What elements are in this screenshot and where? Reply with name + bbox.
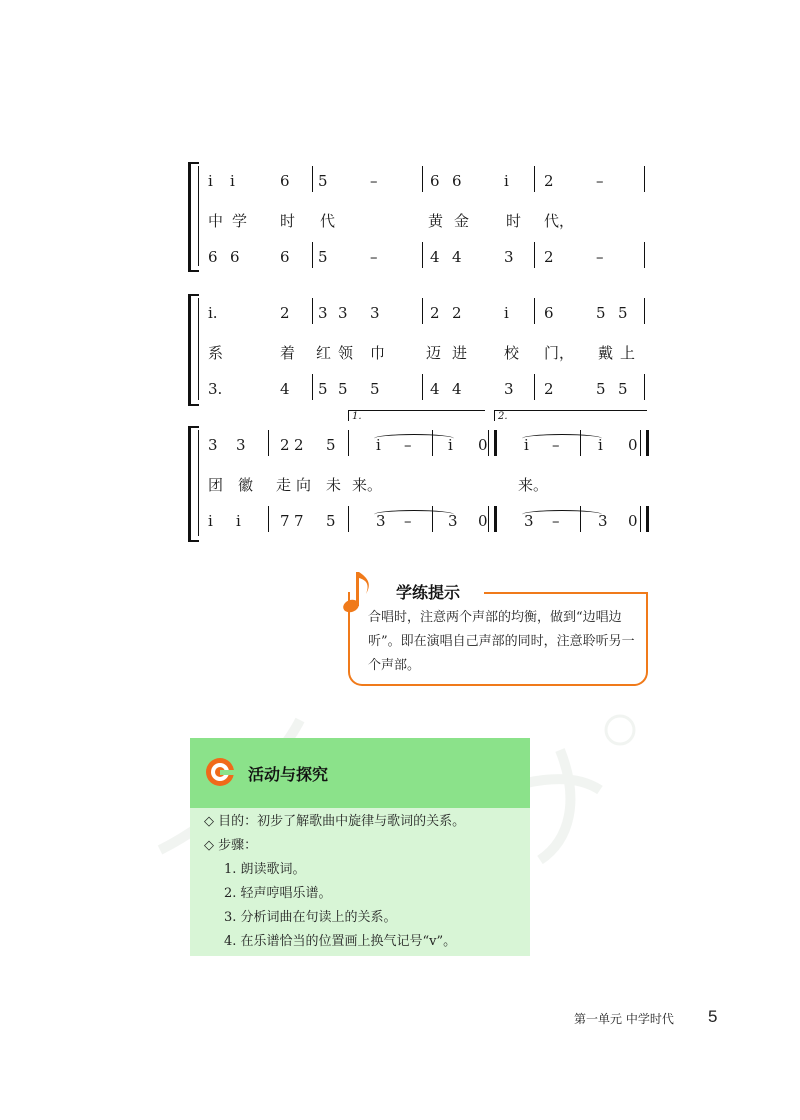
second-ending-bracket: [494, 410, 647, 421]
activity-header: [190, 738, 530, 808]
barline: [496, 430, 497, 456]
note: 0: [478, 512, 488, 530]
barline: [348, 506, 349, 532]
note: 3: [504, 380, 514, 398]
note: –: [404, 436, 412, 454]
lyric: 红: [316, 344, 332, 362]
note: 3: [370, 304, 380, 322]
note: 5: [370, 380, 380, 398]
page-number: 5: [708, 1007, 718, 1026]
note: 2: [452, 304, 462, 322]
barline: [348, 430, 349, 456]
note: i: [230, 172, 235, 190]
note: i: [504, 172, 509, 190]
note: 6: [544, 304, 554, 322]
note: 2: [544, 172, 554, 190]
note: –: [552, 436, 560, 454]
note: 5: [596, 380, 606, 398]
barline: [534, 374, 535, 400]
note: 3: [598, 512, 608, 530]
lyric: 团: [208, 476, 224, 494]
tie: [522, 434, 602, 443]
activity-step: 1. 朗读歌词。: [224, 862, 306, 877]
activity-steps-label: ◇ 步骤：: [204, 838, 258, 853]
lyric: 向: [296, 476, 312, 494]
note: 4: [452, 248, 462, 266]
lyric: 来。: [518, 476, 549, 494]
note: –: [370, 172, 378, 190]
note: 4: [280, 380, 290, 398]
lyric: 代: [320, 212, 336, 230]
lyric: 时: [280, 212, 296, 230]
note: –: [370, 248, 378, 266]
lyric: 戴: [598, 344, 614, 362]
final-barline: [640, 506, 649, 532]
note: i: [376, 436, 381, 454]
note: 6: [230, 248, 240, 266]
tie: [522, 510, 602, 519]
lyric: 代，: [544, 212, 575, 230]
note: 5: [338, 380, 348, 398]
note: 2: [280, 436, 290, 454]
barline: [432, 506, 433, 532]
note: 0: [478, 436, 488, 454]
tie: [374, 434, 454, 443]
volta-1-label: 1.: [352, 411, 362, 422]
activity-step: 3. 分析词曲在句读上的关系。: [224, 910, 397, 925]
lyric: 巾: [370, 344, 386, 362]
note: 2: [294, 436, 304, 454]
barline: [422, 242, 423, 268]
lyric: 领: [338, 344, 354, 362]
barline: [422, 374, 423, 400]
note: –: [404, 512, 412, 530]
barline: [312, 166, 313, 192]
barline: [496, 506, 497, 532]
score-system-1: [188, 162, 648, 272]
lyric: 上: [620, 344, 636, 362]
note: 3: [448, 512, 458, 530]
note: 5: [326, 512, 336, 530]
note: i: [524, 436, 529, 454]
note: 5: [618, 380, 628, 398]
note: 3: [338, 304, 348, 322]
note: i: [236, 512, 241, 530]
note: 6: [208, 248, 218, 266]
activity-title: 活动与探究: [248, 765, 329, 784]
score-system-3: [188, 410, 648, 540]
note: i: [208, 512, 213, 530]
note: i: [504, 304, 509, 322]
note: 3: [236, 436, 246, 454]
activity-panel: [190, 738, 530, 956]
note: 5: [596, 304, 606, 322]
volta-2-label: 2.: [498, 411, 508, 422]
barline: [312, 374, 313, 400]
target-icon: [204, 756, 236, 788]
lyric: 走: [276, 476, 292, 494]
note: –: [596, 248, 604, 266]
barline: [422, 166, 423, 192]
barline: [422, 298, 423, 324]
tie: [374, 510, 454, 519]
activity-step: 4. 在乐谱恰当的位置画上换气记号“v”。: [224, 934, 457, 949]
note: 5: [318, 248, 328, 266]
note: i.: [208, 304, 218, 322]
barline: [580, 506, 581, 532]
lyric: 学: [232, 212, 248, 230]
note: 5: [318, 380, 328, 398]
barline: [534, 242, 535, 268]
tip-title: 学练提示: [396, 583, 461, 602]
note: 2: [544, 248, 554, 266]
note: 2: [280, 304, 290, 322]
note: 3: [504, 248, 514, 266]
note: 0: [628, 436, 638, 454]
barline: [534, 166, 535, 192]
score-system-2: [188, 294, 648, 406]
note: 6: [280, 172, 290, 190]
tip-text: 合唱时，注意两个声部的均衡，做到“边唱边听”。即在演唱自己声部的同时，注意聆听另一个声部。: [368, 610, 635, 673]
barline: [312, 242, 313, 268]
final-barline: [640, 430, 649, 456]
lyric: 未: [326, 476, 342, 494]
note: –: [552, 512, 560, 530]
note: 7: [294, 512, 304, 530]
running-footer: 第一单元 中学时代: [574, 1012, 674, 1026]
barline: [268, 506, 269, 532]
activity-body: [204, 810, 465, 954]
lyric: 徽: [238, 476, 254, 494]
note: 2: [430, 304, 440, 322]
barline: [580, 430, 581, 456]
note: 3: [524, 512, 534, 530]
note: 3: [376, 512, 386, 530]
note: i: [208, 172, 213, 190]
lyric: 着: [280, 344, 296, 362]
note: 3.: [208, 380, 223, 398]
note: 5: [618, 304, 628, 322]
note: 5: [318, 172, 328, 190]
lyric: 金: [454, 212, 470, 230]
lyric: 中: [208, 212, 224, 230]
lyric: 校: [504, 344, 520, 362]
barline: [432, 430, 433, 456]
note: 6: [430, 172, 440, 190]
note: 6: [280, 248, 290, 266]
lyric: 进: [452, 344, 468, 362]
note: i: [448, 436, 453, 454]
barline: [534, 298, 535, 324]
note: –: [596, 172, 604, 190]
lyric: 来。: [352, 476, 383, 494]
first-ending-bracket: [348, 410, 485, 421]
note: 5: [326, 436, 336, 454]
activity-goal: ◇ 目的：初步了解歌曲中旋律与歌词的关系。: [204, 814, 466, 829]
note: 4: [452, 380, 462, 398]
activity-step: 2. 轻声哼唱乐谱。: [224, 886, 332, 901]
lyric: 时: [506, 212, 522, 230]
barline: [644, 242, 645, 268]
lyric: 迈: [426, 344, 442, 362]
barline: [644, 166, 645, 192]
note: 0: [628, 512, 638, 530]
lyric: 黄: [428, 212, 444, 230]
note: 7: [280, 512, 290, 530]
note: 6: [452, 172, 462, 190]
note: 4: [430, 380, 440, 398]
barline: [312, 298, 313, 324]
barline: [644, 374, 645, 400]
lyric: 门，: [544, 344, 575, 362]
barline: [268, 430, 269, 456]
note: i: [598, 436, 603, 454]
barline: [644, 298, 645, 324]
note: 2: [544, 380, 554, 398]
note: 4: [430, 248, 440, 266]
note: 3: [318, 304, 328, 322]
note: 3: [208, 436, 218, 454]
lyric: 系: [208, 344, 224, 362]
